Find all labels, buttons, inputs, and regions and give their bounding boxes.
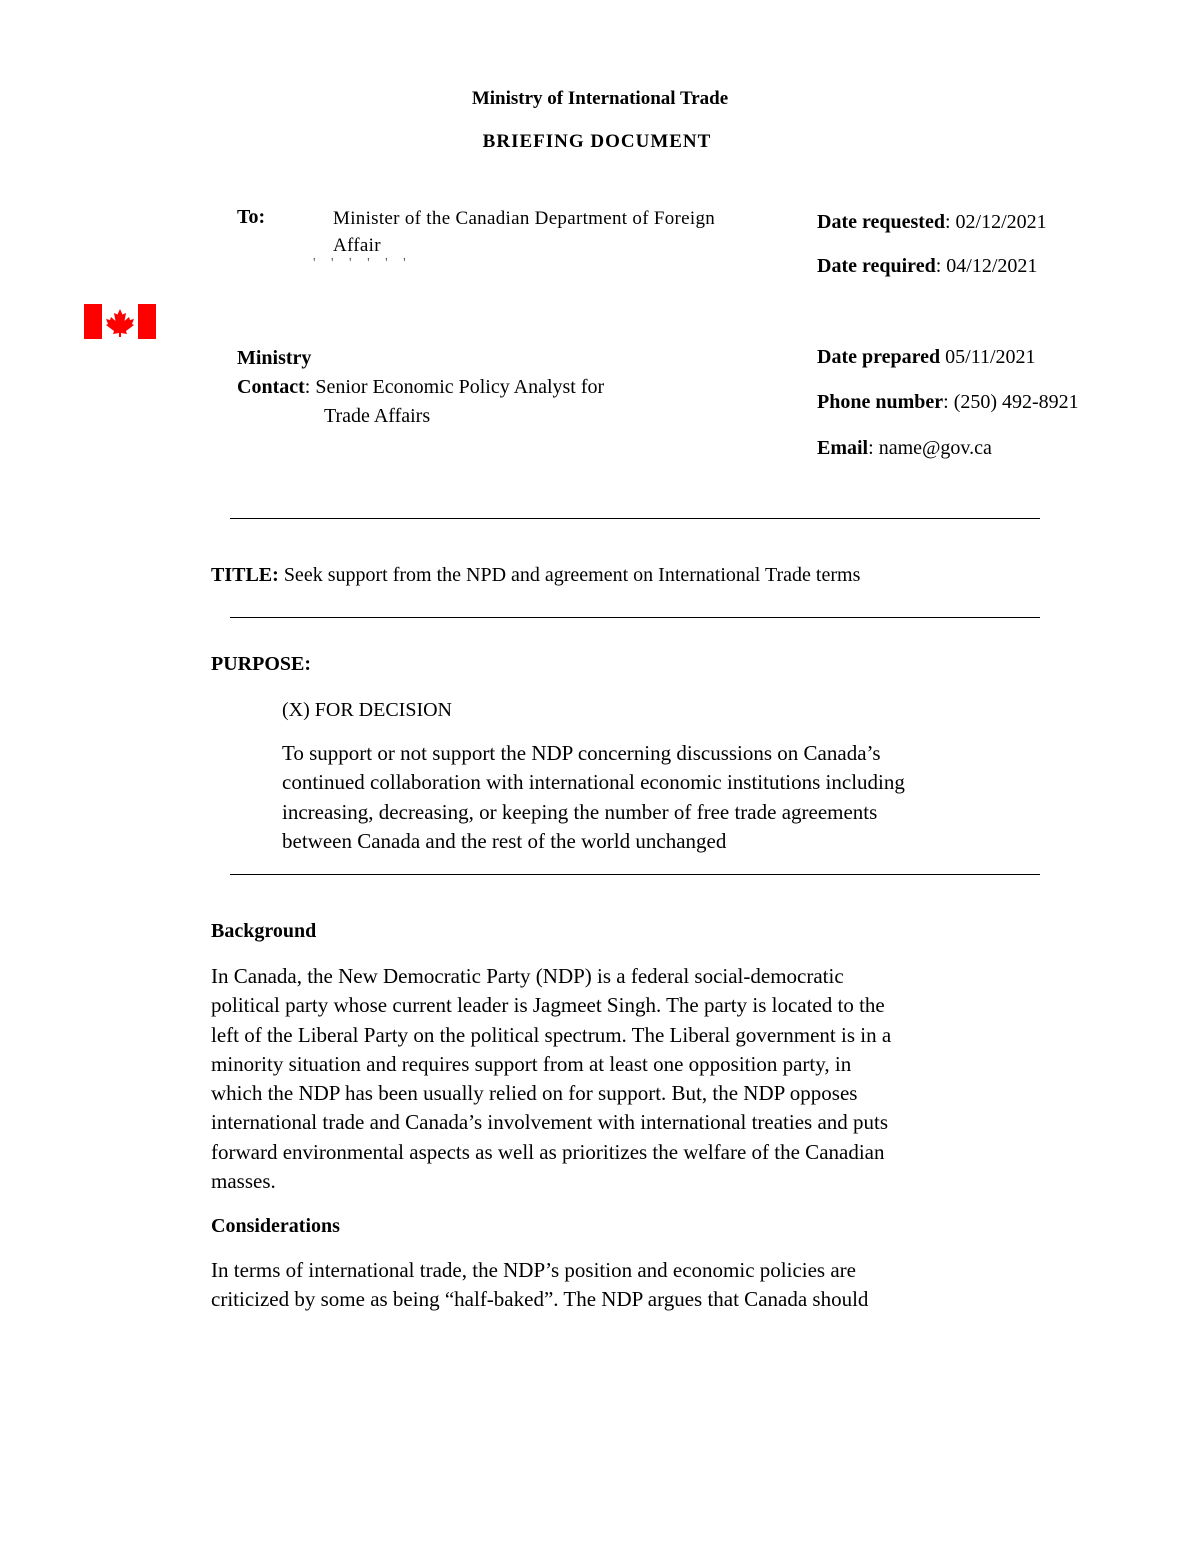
email-value: name@gov.ca xyxy=(878,437,992,459)
purpose-line: continued collaboration with international economic institutions including xyxy=(282,770,905,795)
document-type: BRIEFING DOCUMENT xyxy=(482,131,712,152)
background-line: international trade and Canada’s involvement with international treaties and puts xyxy=(211,1110,889,1135)
considerations-line: In terms of international trade, the NDP’s position and economic policies are xyxy=(211,1258,856,1282)
email: Email: name@gov.ca xyxy=(817,437,992,459)
considerations-text xyxy=(211,1256,868,1315)
divider-3 xyxy=(230,874,1040,875)
background-line: In Canada, the New Democratic Party (NDP) is a federal social-democratic xyxy=(211,964,844,988)
background-text xyxy=(211,962,891,1196)
date-requested-value: 02/12/2021 xyxy=(955,211,1047,233)
date-prepared: Date prepared 05/11/2021 xyxy=(817,346,1036,368)
date-required: Date required: 04/12/2021 xyxy=(817,255,1038,277)
title-line xyxy=(211,561,860,590)
ministry-label: Ministry xyxy=(237,347,312,369)
background-line: left of the Liberal Party on the political spectrum. The Liberal government is in a xyxy=(211,1022,892,1047)
background-line: political party whose current leader is Jagmeet Singh. The party is located to the xyxy=(211,993,885,1018)
background-line: which the NDP has been usually relied on for support. But, the NDP opposes xyxy=(211,1081,858,1106)
divider-1 xyxy=(230,518,1040,519)
background-heading: Background xyxy=(211,920,317,942)
contact-value-line2: Trade Affairs xyxy=(324,405,431,427)
to-value-line2: Affair xyxy=(333,235,381,256)
considerations-heading: Considerations xyxy=(211,1215,340,1237)
purpose-text xyxy=(282,739,905,856)
ministry-title: Ministry of International Trade xyxy=(471,88,729,109)
title-value: Seek support from the NPD and agreement on International Trade terms xyxy=(283,564,861,586)
purpose-heading: PURPOSE: xyxy=(211,653,311,675)
title-label: TITLE: xyxy=(211,564,279,586)
ghost-text: ' ' ' ' ' ' xyxy=(313,256,412,271)
purpose-line: increasing, decreasing, or keeping the number of free trade agreements xyxy=(282,799,878,824)
date-prepared-value: 05/11/2021 xyxy=(945,346,1036,368)
contact-line1: Contact: Senior Economic Policy Analyst for xyxy=(237,376,605,398)
purpose-decision: (X) FOR DECISION xyxy=(282,699,452,721)
background-line: forward environmental aspects as well as prioritizes the welfare of the Canadian xyxy=(211,1139,885,1164)
canada-flag-icon xyxy=(84,304,156,339)
purpose-line: between Canada and the rest of the world unchanged xyxy=(282,828,727,853)
phone-number: Phone number: (250) 492-8921 xyxy=(817,391,1079,413)
date-requested: Date requested: 02/12/2021 xyxy=(817,211,1047,233)
phone-number-value: (250) 492-8921 xyxy=(953,391,1079,413)
background-line: masses. xyxy=(211,1169,276,1194)
to-value-line1: Minister of the Canadian Department of Foreign xyxy=(333,208,716,229)
to-label: To: xyxy=(237,206,266,228)
contact-value-line1: Senior Economic Policy Analyst for xyxy=(315,376,605,398)
purpose-line: To support or not support the NDP concerning discussions on Canada’s xyxy=(282,741,881,765)
date-required-value: 04/12/2021 xyxy=(946,255,1038,277)
divider-2 xyxy=(230,617,1040,618)
background-line: minority situation and requires support from at least one opposition party, in xyxy=(211,1051,852,1076)
to-value xyxy=(333,205,715,259)
considerations-line: criticized by some as being “half-baked”. The NDP argues that Canada should xyxy=(211,1287,869,1312)
